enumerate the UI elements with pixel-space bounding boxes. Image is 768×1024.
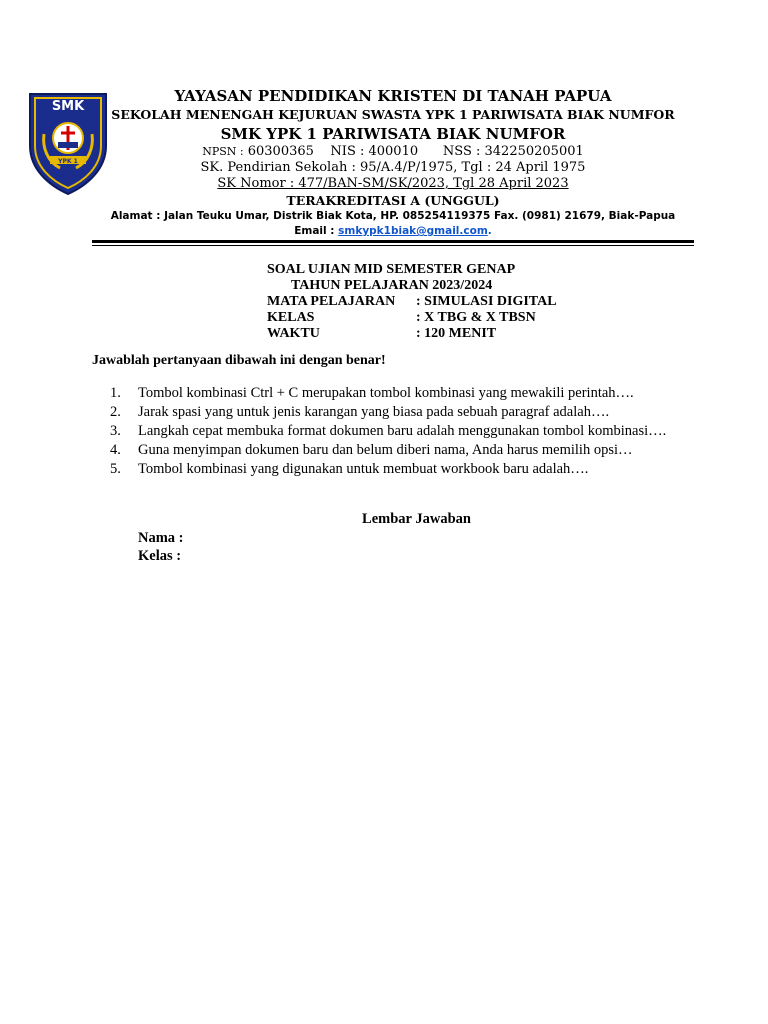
list-item — [110, 384, 690, 402]
question-number: 4. — [110, 442, 121, 458]
email-label: Email : — [294, 225, 335, 237]
accreditation-status: TERAKREDITASI A (UNGGUL) — [286, 193, 500, 208]
answer-sheet-title: Lembar Jawaban — [362, 511, 471, 527]
letterhead-divider-thick — [92, 240, 694, 243]
npsn-label: NPSN : — [202, 145, 244, 158]
name-label: Nama : — [138, 530, 184, 546]
logo-ribbon-text: YPK 1 — [58, 158, 78, 165]
letterhead — [100, 86, 686, 239]
question-number: 3. — [110, 423, 121, 439]
school-name: SMK YPK 1 PARIWISATA BIAK NUMFOR — [220, 125, 566, 143]
question-text: Tombol kombinasi yang digunakan untuk membuat workbook baru adalah…. — [138, 461, 589, 477]
question-number: 1. — [110, 385, 121, 401]
question-text: Jarak spasi yang untuk jenis karangan yang biasa pada sebuah paragraf adalah…. — [138, 404, 610, 420]
question-text: Tombol kombinasi Ctrl + C merupakan tombol kombinasi yang mewakili perintah…. — [138, 385, 634, 401]
question-number: 5. — [110, 461, 121, 477]
subject-value: : SIMULASI DIGITAL — [416, 294, 557, 309]
class-field-label: Kelas : — [138, 548, 182, 564]
list-item — [110, 403, 690, 421]
letterhead-divider-thin — [92, 245, 694, 246]
answer-fields — [138, 529, 184, 565]
time-value: : 120 MENIT — [416, 326, 497, 341]
class-row — [267, 310, 557, 326]
instruction: Jawablah pertanyaan dibawah ini dengan benar! — [92, 353, 386, 368]
school-ids — [100, 144, 686, 160]
email-suffix: . — [487, 225, 492, 237]
subject-label: MATA PELAJARAN — [267, 294, 396, 309]
logo-smk-text: SMK — [51, 99, 85, 114]
question-text: Guna menyimpan dokumen baru dan belum diberi nama, Anda harus memilih opsi… — [138, 442, 633, 458]
address: Alamat : Jalan Teuku Umar, Distrik Biak Kota, HP. 085254119375 Fax. (0981) 21679, Biak-Papua — [110, 210, 676, 222]
exam-title: SOAL UJIAN MID SEMESTER GENAP — [267, 262, 516, 277]
exam-header — [267, 262, 557, 342]
question-number: 2. — [110, 404, 121, 420]
list-item — [110, 441, 690, 459]
email-link[interactable]: smkypk1biak@gmail.com — [338, 225, 488, 237]
subject-row — [267, 294, 557, 310]
school-type: SEKOLAH MENENGAH KEJURUAN SWASTA YPK 1 PARIWISATA BIAK NUMFOR — [111, 107, 675, 122]
email-line — [100, 224, 686, 239]
question-text: Langkah cepat membuka format dokumen baru adalah menggunakan tombol kombinasi…. — [138, 423, 667, 439]
question-list — [110, 384, 690, 479]
list-item — [110, 422, 690, 440]
class-value: : X TBG & X TBSN — [416, 310, 536, 325]
academic-year: TAHUN PELAJARAN 2023/2024 — [291, 278, 493, 293]
founding-decree: SK. Pendirian Sekolah : 95/A.4/P/1975, Tgl : 24 April 1975 — [200, 160, 586, 175]
class-label: KELAS — [267, 310, 315, 325]
accreditation-decree: SK Nomor : 477/BAN-SM/SK/2023, Tgl 28 April 2023 — [217, 176, 569, 191]
ids-values: 60300365 NIS : 400010 NSS : 342250205001 — [247, 144, 584, 159]
foundation-name: YAYASAN PENDIDIKAN KRISTEN DI TANAH PAPUA — [174, 87, 612, 105]
list-item — [110, 460, 690, 478]
time-row — [267, 326, 557, 342]
time-label: WAKTU — [267, 326, 320, 341]
